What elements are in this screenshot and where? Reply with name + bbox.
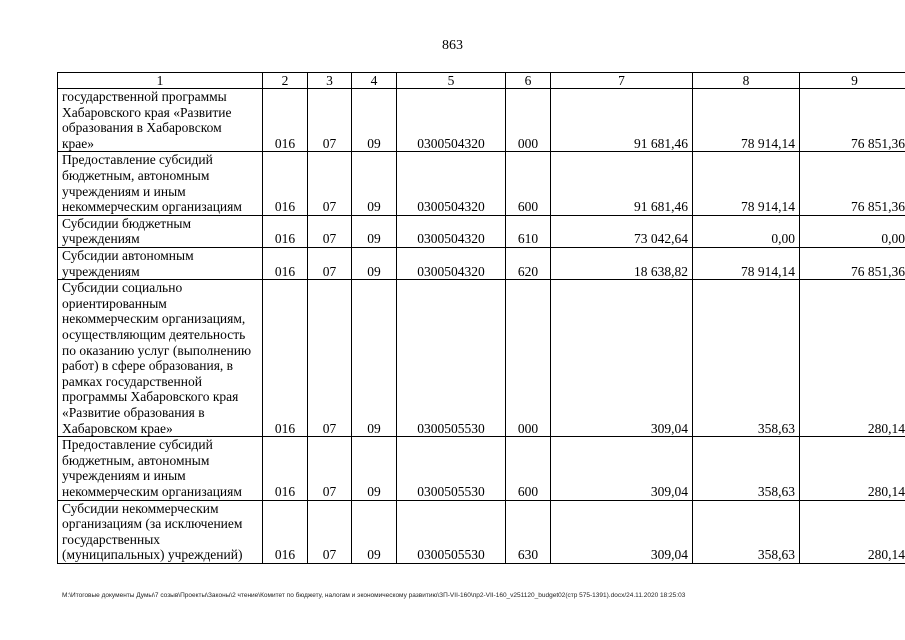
table-row xyxy=(58,215,905,247)
amount-2021: 78 914,14 xyxy=(693,152,800,215)
row-name xyxy=(58,247,263,279)
amount-2021: 358,63 xyxy=(693,437,800,500)
column-header: 1 xyxy=(58,73,263,89)
code-expense-type: 630 xyxy=(506,500,551,563)
amount-2020: 309,04 xyxy=(551,280,693,437)
column-header: 4 xyxy=(352,73,397,89)
code-section: 07 xyxy=(308,247,352,279)
code-expense-type: 620 xyxy=(506,247,551,279)
amount-2020: 309,04 xyxy=(551,500,693,563)
amount-2020: 73 042,64 xyxy=(551,215,693,247)
amount-2021: 78 914,14 xyxy=(693,247,800,279)
row-name-line: осуществляющим деятельность xyxy=(62,326,246,342)
code-subsection: 09 xyxy=(352,215,397,247)
row-name-line: учреждениям xyxy=(62,263,140,279)
code-target-article: 0300505530 xyxy=(397,437,506,500)
row-name-line: некоммерческим организациям xyxy=(62,483,242,499)
table-row xyxy=(58,437,905,500)
row-name-line: по оказанию услуг (выполнению xyxy=(62,342,252,358)
row-name xyxy=(58,89,263,152)
amount-2022: 280,14 xyxy=(800,500,905,563)
row-name xyxy=(58,500,263,563)
row-name-line: бюджетным, автономным xyxy=(62,452,210,468)
code-target-article: 0300504320 xyxy=(397,152,506,215)
amount-2022: 0,00 xyxy=(800,215,905,247)
code-expense-type: 600 xyxy=(506,152,551,215)
row-name-line: Хабаровском крае» xyxy=(62,420,173,436)
amount-2022: 280,14 xyxy=(800,437,905,500)
amount-2022: 76 851,36 xyxy=(800,152,905,215)
column-header: 6 xyxy=(506,73,551,89)
code-ministry: 016 xyxy=(263,280,308,437)
row-name-line: Хабаровского края «Развитие xyxy=(62,104,232,120)
row-name-line: крае» xyxy=(62,135,95,151)
table-body xyxy=(58,89,905,564)
code-section: 07 xyxy=(308,89,352,152)
table-row xyxy=(58,247,905,279)
row-name-line: учреждениям xyxy=(62,231,140,247)
code-target-article: 0300505530 xyxy=(397,500,506,563)
amount-2020: 309,04 xyxy=(551,437,693,500)
amount-2021: 358,63 xyxy=(693,280,800,437)
row-name-line: Субсидии социально xyxy=(62,280,183,296)
header-row xyxy=(58,73,905,89)
code-section: 07 xyxy=(308,500,352,563)
row-name xyxy=(58,437,263,500)
code-subsection: 09 xyxy=(352,247,397,279)
row-name-line: программы Хабаровского края xyxy=(62,389,239,405)
code-subsection: 09 xyxy=(352,89,397,152)
code-subsection: 09 xyxy=(352,280,397,437)
row-name-line: образования в Хабаровском xyxy=(62,120,222,136)
row-name-line: учреждениям и иным xyxy=(62,468,186,484)
code-expense-type: 610 xyxy=(506,215,551,247)
row-name-line: некоммерческим организациям, xyxy=(62,311,246,327)
amount-2022: 280,14 xyxy=(800,280,905,437)
row-name xyxy=(58,215,263,247)
column-header: 3 xyxy=(308,73,352,89)
code-ministry: 016 xyxy=(263,500,308,563)
row-name-line: «Развитие образования в xyxy=(62,404,205,420)
amount-2022: 76 851,36 xyxy=(800,89,905,152)
code-section: 07 xyxy=(308,152,352,215)
code-subsection: 09 xyxy=(352,437,397,500)
row-name-line: бюджетным, автономным xyxy=(62,167,210,183)
code-expense-type: 000 xyxy=(506,280,551,437)
amount-2021: 0,00 xyxy=(693,215,800,247)
row-name-line: организациям (за исключением xyxy=(62,516,243,532)
row-name xyxy=(58,152,263,215)
row-name-line: Предоставление субсидий xyxy=(62,437,213,453)
row-name-line: работ) в сфере образования, в xyxy=(62,358,234,374)
row-name-line: государственной программы xyxy=(62,89,227,104)
table-row xyxy=(58,89,905,152)
table-row xyxy=(58,500,905,563)
code-target-article: 0300504320 xyxy=(397,247,506,279)
code-ministry: 016 xyxy=(263,437,308,500)
code-ministry: 016 xyxy=(263,247,308,279)
code-expense-type: 600 xyxy=(506,437,551,500)
code-ministry: 016 xyxy=(263,89,308,152)
column-header: 9 xyxy=(800,73,905,89)
amount-2022: 76 851,36 xyxy=(800,247,905,279)
column-header: 8 xyxy=(693,73,800,89)
code-expense-type: 000 xyxy=(506,89,551,152)
column-header: 5 xyxy=(397,73,506,89)
code-target-article: 0300504320 xyxy=(397,89,506,152)
row-name-line: учреждениям и иным xyxy=(62,183,186,199)
row-name xyxy=(58,280,263,437)
row-name-line: Предоставление субсидий xyxy=(62,152,213,168)
row-name-line: (муниципальных) учреждений) xyxy=(62,547,243,563)
page-number: 863 xyxy=(442,38,463,53)
file-path-footer: M:\Итоговые документы Думы\7 созыв\Проекты\Законы\2 чтение\Комитет по бюджету, налогам и экономическому развитию\ЗП-VII-160\пр2-VII-160_v251120_budget02(стр 575-1391).docx/24.11.2020 18:25:03 xyxy=(62,592,686,599)
code-section: 07 xyxy=(308,215,352,247)
amount-2020: 91 681,46 xyxy=(551,152,693,215)
row-name-line: Субсидии некоммерческим xyxy=(62,500,219,516)
row-name-line: Субсидии бюджетным xyxy=(62,215,192,231)
budget-table xyxy=(57,72,905,564)
code-ministry: 016 xyxy=(263,152,308,215)
column-header: 7 xyxy=(551,73,693,89)
code-target-article: 0300504320 xyxy=(397,215,506,247)
code-section: 07 xyxy=(308,280,352,437)
table-row xyxy=(58,280,905,437)
amount-2021: 358,63 xyxy=(693,500,800,563)
row-name-line: государственных xyxy=(62,531,161,547)
row-name-line: Субсидии автономным xyxy=(62,247,194,263)
code-section: 07 xyxy=(308,437,352,500)
row-name-line: рамках государственной xyxy=(62,373,202,389)
code-subsection: 09 xyxy=(352,152,397,215)
amount-2021: 78 914,14 xyxy=(693,89,800,152)
amount-2020: 91 681,46 xyxy=(551,89,693,152)
column-header: 2 xyxy=(263,73,308,89)
row-name-line: некоммерческим организациям xyxy=(62,199,242,215)
code-target-article: 0300505530 xyxy=(397,280,506,437)
table-row xyxy=(58,152,905,215)
row-name-line: ориентированным xyxy=(62,295,167,311)
code-subsection: 09 xyxy=(352,500,397,563)
code-ministry: 016 xyxy=(263,215,308,247)
amount-2020: 18 638,82 xyxy=(551,247,693,279)
